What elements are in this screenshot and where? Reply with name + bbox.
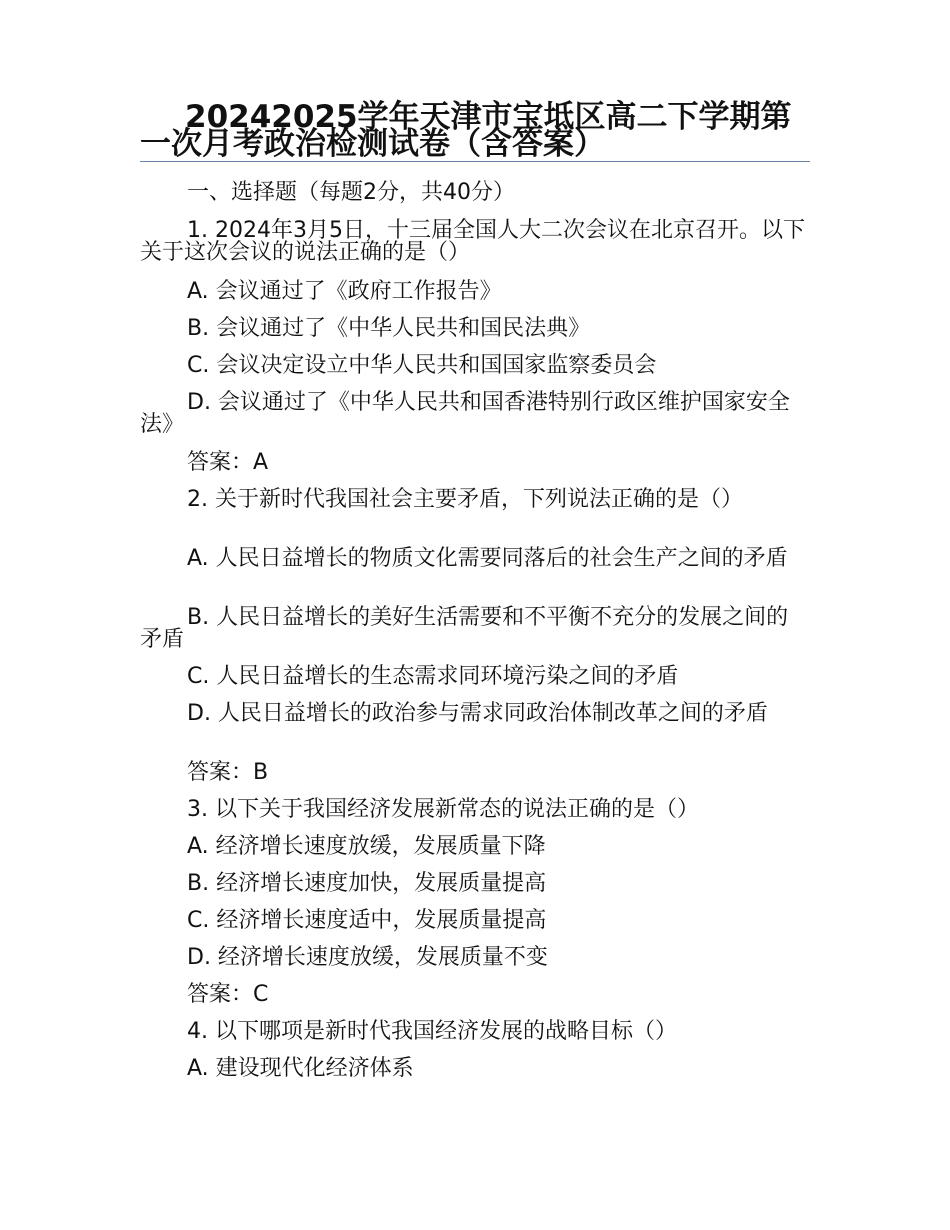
question-3-option-d: D. 经济增长速度放缓，发展质量不变: [187, 945, 548, 970]
question-1-answer: 答案：A: [187, 450, 269, 475]
question-1-option-a: A. 会议通过了《政府工作报告》: [187, 279, 502, 304]
question-2-option-a: A. 人民日益增长的物质文化需要同落后的社会生产之间的矛盾: [187, 546, 788, 571]
question-1-option-c: C. 会议决定设立中华人民共和国国家监察委员会: [187, 353, 657, 378]
question-2-stem: 2. 关于新时代我国社会主要矛盾，下列说法正确的是（）: [187, 487, 743, 512]
section-heading: 一、选择题（每题2分，共40分）: [187, 180, 515, 205]
question-1-option-b: B. 会议通过了《中华人民共和国民法典》: [187, 316, 591, 341]
question-2-option-b: B. 人民日益增长的美好生活需要和不平衡不充分的发展之间的矛盾: [140, 605, 789, 652]
question-2-option-c: C. 人民日益增长的生态需求同环境污染之间的矛盾: [187, 664, 679, 689]
document-title: 20242025学年天津市宝坻区高二下学期第一次月考政治检测试卷（含答案）: [140, 99, 792, 162]
question-1-stem: 1. 2024年3月5日，十三届全国人大二次会议在北京召开。以下关于这次会议的说法正确的是（）: [140, 218, 805, 265]
question-3-option-a: A. 经济增长速度放缓，发展质量下降: [187, 834, 546, 859]
question-3-option-c: C. 经济增长速度适中，发展质量提高: [187, 908, 547, 933]
question-4-stem: 4. 以下哪项是新时代我国经济发展的战略目标（）: [187, 1019, 677, 1044]
question-4-option-a: A. 建设现代化经济体系: [187, 1056, 414, 1081]
question-3-answer: 答案：C: [187, 982, 269, 1007]
title-underline: [140, 161, 810, 162]
question-2-answer: 答案：B: [187, 760, 269, 785]
question-1-option-d: D. 会议通过了《中华人民共和国香港特别行政区维护国家安全法》: [140, 390, 790, 437]
question-3-option-b: B. 经济增长速度加快，发展质量提高: [187, 871, 547, 896]
question-2-option-d: D. 人民日益增长的政治参与需求同政治体制改革之间的矛盾: [187, 701, 768, 726]
question-3-stem: 3. 以下关于我国经济发展新常态的说法正确的是（）: [187, 797, 699, 822]
